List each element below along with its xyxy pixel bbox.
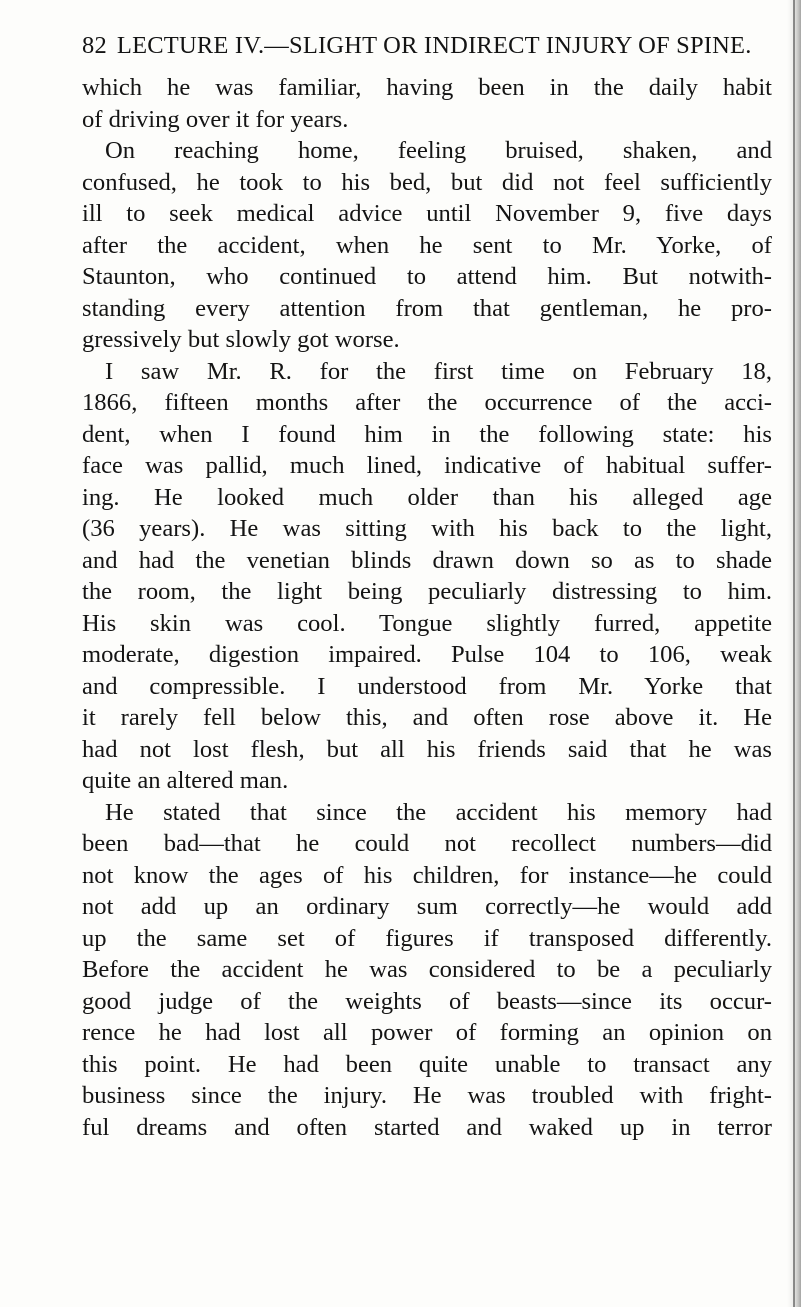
text-line: I saw Mr. R. for the first time on February 18, [105, 357, 772, 385]
text-line: ful dreams and often started and waked up in terror [82, 1113, 772, 1141]
running-head-title: LECTURE IV.—SLIGHT OR INDIRECT INJURY OF SPINE. [116, 32, 752, 59]
text-line: His skin was cool. Tongue slightly furred, appetite [82, 609, 772, 637]
text-line: face was pallid, much lined, indicative of habitual suffer- [82, 452, 772, 479]
text-line: after the accident, when he sent to Mr. Yorke, of [82, 231, 772, 259]
text-line: (36 years). He was sitting with his back to the light, [82, 515, 772, 542]
text-line: confused, he took to his bed, but did not feel sufficiently [82, 168, 772, 196]
text-line: 1866, fifteen months after the occurrence of the acci- [82, 389, 772, 416]
text-line: On reaching home, feeling bruised, shaken, and [105, 137, 772, 164]
body-text [82, 72, 772, 1143]
text-line: had not lost flesh, but all his friends said that he was [82, 735, 772, 763]
text-line: Staunton, who continued to attend him. But notwith- [82, 263, 772, 290]
text-line: this point. He had been quite unable to transact any [82, 1050, 772, 1078]
text-line: and compressible. I understood from Mr. Yorke that [82, 672, 772, 700]
text-line: not add up an ordinary sum correctly—he would add [82, 893, 772, 920]
text-line: been bad—that he could not recollect numbers—did [82, 830, 772, 857]
text-line: ing. He looked much older than his alleged age [82, 483, 772, 511]
text-line: good judge of the weights of beasts—since its occur- [82, 987, 772, 1015]
text-line: gressively but slowly got worse. [82, 326, 400, 353]
text-line: which he was familiar, having been in the daily habit [82, 74, 772, 101]
text-line: it rarely fell below this, and often rose above it. He [82, 704, 772, 731]
page-binding-edge-line [793, 0, 795, 1307]
text-line: rence he had lost all power of forming an opinion on [82, 1019, 772, 1046]
text-line: quite an altered man. [82, 767, 289, 794]
text-line: up the same set of figures if transposed differently. [82, 924, 772, 952]
text-line: He stated that since the accident his memory had [105, 798, 772, 826]
text-line: the room, the light being peculiarly distressing to him. [82, 578, 772, 605]
text-line: of driving over it for years. [82, 105, 349, 133]
page-number: 82 [82, 32, 107, 59]
text-line: Before the accident he was considered to be a peculiarly [82, 956, 772, 983]
running-head [82, 29, 772, 63]
text-line: not know the ages of his children, for instance—he could [82, 861, 772, 889]
text-line: dent, when I found him in the following state: his [82, 420, 772, 448]
text-line: business since the injury. He was troubled with fright- [82, 1082, 772, 1109]
text-line: and had the venetian blinds drawn down so as to shade [82, 546, 772, 574]
text-line: ill to seek medical advice until November 9, five days [82, 200, 772, 227]
text-line: standing every attention from that gentleman, he pro- [82, 294, 772, 322]
text-line: moderate, digestion impaired. Pulse 104 to 106, weak [82, 641, 772, 668]
